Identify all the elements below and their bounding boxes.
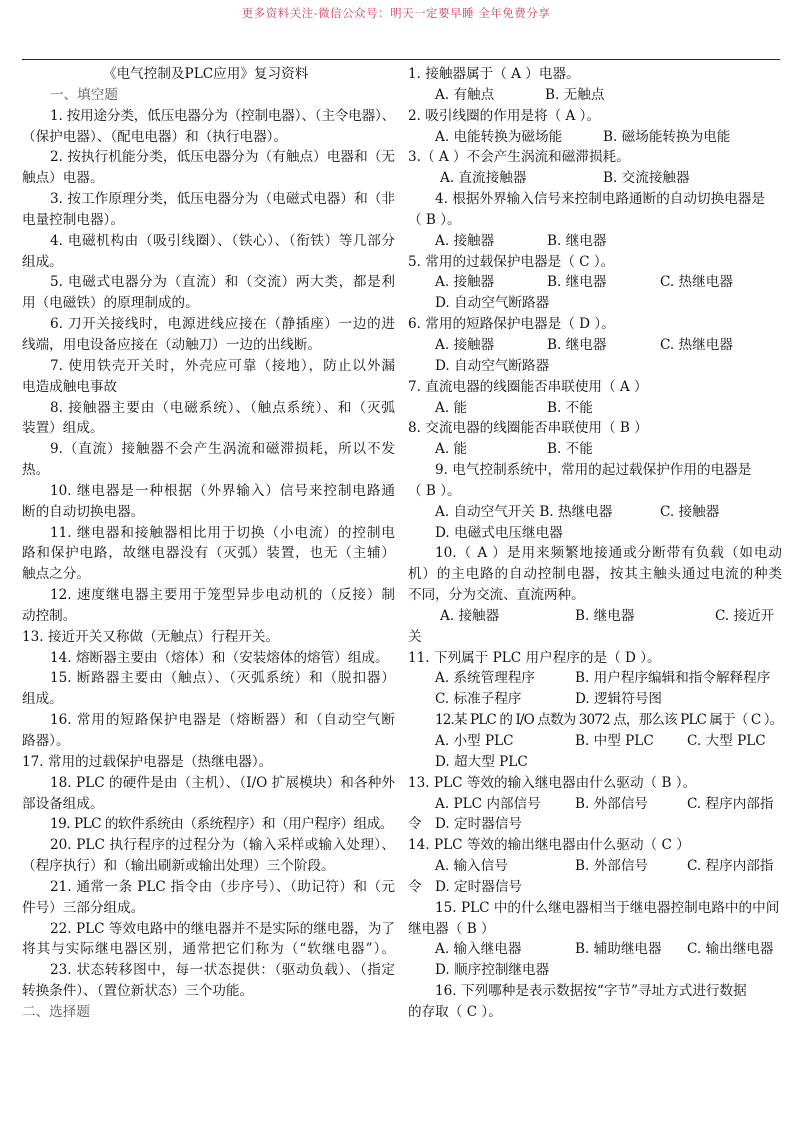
text-line: 12. 速度继电器主要用于笼型异步电动机的（反接）制 [50,587,395,604]
option-b: B. 外部信号 [575,795,649,812]
text-line: 电量控制电器）。 [22,211,124,228]
option-b: D. 定时器信号 [435,816,523,833]
option-a: A. 接触器 [435,274,495,291]
option-row [408,752,782,773]
option-row [408,293,782,314]
text-line: 用（电磁铁）的原理制成的。 [22,295,199,312]
text-line: 转换条件）、（置位新状态）三个功能。 [22,983,254,1000]
option-row [408,272,782,293]
text-line: 装置）组成。 [22,420,104,437]
text-line: 组成。 [22,691,63,708]
text-line: 10. 继电器是一种根据（外界输入）信号来控制电路通 [50,482,395,499]
option-c: C. 程序内部指 [687,858,774,875]
text-line: 7. 使用铁壳开关时，外壳应可靠（接地），防止以外漏 [50,357,395,374]
text-line: 9.（直流）接触器不会产生涡流和磁滞损耗，所以不发 [50,441,395,458]
option-a: 令 [408,878,422,895]
option-b: D. 定时器信号 [435,878,523,895]
option-row [408,794,782,815]
option-a: A. 能 [435,441,468,458]
text-line: 11. 继电器和接触器相比用于切换（小电流）的控制电 [50,524,395,541]
header-rule [22,59,780,60]
option-a: A. PLC 内部信号 [435,795,541,812]
option-row [408,127,782,148]
option-a: A. 接触器 [435,336,495,353]
option-a: A. 接触器 [440,607,500,624]
option-a: D. 超大型 PLC [435,753,528,770]
text-line: 23. 状态转移图中，每一状态提供：（驱动负载）、（指定 [50,962,395,979]
option-row [408,502,782,523]
text-line: 部设备组成。 [22,795,104,812]
text-line: （保护电器）、（配电电器）和（执行电器）。 [22,128,288,145]
question-line: 6. 常用的短路保护电器是（ D ）。 [408,316,615,333]
question-line: 9. 电气控制系统中，常用的起过载保护作用的电器是 [435,462,752,479]
option-a: A. 小型 PLC [435,733,514,749]
text-line: 6. 刀开关接线时，电源进线应接在（静插座）一边的进 [50,316,395,333]
option-b: B. 中型 PLC [575,733,654,749]
text-line: 触点）电器。 [22,170,104,187]
option-a: D. 电磁式电压继电器 [435,524,563,541]
text-line: 20. PLC 执行程序的过程分为（输入采样或输入处理）、 [50,837,395,854]
option-b: B. 用户程序编辑和指令解释程序 [575,670,771,687]
option-row [408,731,782,752]
text-line: 22. PLC 等效电路中的继电器并不是实际的继电器，为了 [50,920,395,937]
text-line: 4. 电磁机构由（吸引线圈）、（铁心）、（衔铁）等几部分 [50,232,395,249]
option-a: A. 自动空气开关 B. 热继电器 [435,503,613,520]
text-line: 路器）。 [22,733,70,749]
option-b: B. 不能 [547,399,593,416]
question-line: 8. 交流电器的线圈能否串联使用（ B ） [408,420,648,437]
fill-in-blank-column [22,64,395,1023]
option-row [408,814,782,835]
option-row [408,606,782,627]
option-row [408,877,782,898]
option-row [408,231,782,252]
option-b: B. 继电器 [547,232,607,249]
text-line: 路和保护电路，故继电器没有（灭弧）装置，也无（主辅） [22,545,395,562]
option-row [408,856,782,877]
promo-banner: 更多资料关注-微信公众号：明天一定要早睡 全年免费分享 [241,6,551,20]
option-a: C. 标准子程序 [435,691,522,708]
question-line: 3.（ A ）不会产生涡流和磁滞损耗。 [408,149,630,166]
text-line: 触点之分。 [22,566,90,583]
text-line: 13. 接近开关又称做（无触点）行程开关。 [22,628,280,645]
text-line: 19. PLC 的软件系统由（系统程序）和（用户程序）组成。 [50,816,393,833]
text-line: 15. 断路器主要由（触点）、（灭弧系统）和（脱扣器） [50,670,395,687]
question-line: 5. 常用的过载保护电器是（ C ）。 [408,253,615,270]
question-line: 不同，分为交流、直流两种。 [408,587,585,604]
question-line: 16. 下列哪种是表示数据按“字节”寻址方式进行数据 [435,983,747,1000]
option-row [408,356,782,377]
option-a: A. 电能转换为磁场能 [435,128,563,145]
option-b: C. 接触器 [660,503,720,520]
option-c: C. 输出继电器 [687,941,774,958]
option-c: C. 热继电器 [660,336,733,353]
option-row [408,523,782,544]
option-b: B. 继电器 [547,336,607,353]
text-line: （程序执行）和（输出刷新或输出处理）三个阶段。 [22,858,335,875]
option-c: C. 接近开 [715,607,775,624]
option-c: C. 热继电器 [660,274,733,291]
section-heading: 一、填空题 [50,86,118,103]
question-line: 13. PLC 等效的输入继电器由什么驱动（ B ）。 [408,774,697,791]
question-line: 关 [408,628,422,645]
option-b: B. 无触点 [545,86,605,103]
question-line: 机）的主电路的自动控制电器，按其主触头通过电流的种类 [408,566,782,583]
option-a: A. 接触器 [435,232,495,249]
option-b: B. 磁场能转换为电能 [603,128,731,145]
text-line: 断的自动切换电器。 [22,503,145,520]
option-b: B. 继电器 [547,274,607,291]
document-title: 《电气控制及PLC应用》复习资料 [103,66,309,82]
text-line: 16. 常用的短路保护电器是（熔断器）和（自动空气断 [50,712,395,729]
option-a: A. 能 [435,399,468,416]
text-line: 5. 电磁式电器分为（直流）和（交流）两大类，都是利 [50,274,395,291]
question-line: （ B ）。 [408,211,461,228]
question-line: 7. 直流电器的线圈能否串联使用（ A ） [408,378,648,395]
text-line: 21. 通常一条 PLC 指令由（步序号）、（助记符）和（元 [50,878,395,895]
option-b: B. 辅助继电器 [575,941,662,958]
question-line: 11. 下列属于 PLC 用户程序的是（ D ）。 [408,649,661,666]
option-a: 令 [408,816,422,833]
text-line: 17. 常用的过载保护电器是（热继电器）。 [22,753,273,770]
option-row [408,939,782,960]
option-c: C. 大型 PLC [687,733,766,749]
question-line: 1. 接触器属于（ A ）电器。 [408,66,580,82]
option-row [408,398,782,419]
option-b: B. 不能 [547,441,593,458]
text-line: 2. 按执行机能分类，低压电器分为（有触点）电器和（无 [50,149,395,166]
text-line: 件号）三部分组成。 [22,899,145,916]
text-line: 8. 接触器主要由（电磁系统）、（触点系统）、和（灭弧 [50,399,395,416]
text-line: 14. 熔断器主要由（熔体）和（安装熔体的熔管）组成。 [50,649,389,666]
text-line: 热。 [22,462,50,479]
option-row [408,668,782,689]
option-a: A. 有触点 [435,86,495,103]
question-line: 15. PLC 中的什么继电器相当于继电器控制电路中的中间 [435,899,780,916]
question-line: 2. 吸引线圈的作用是将（ A ）。 [408,107,601,124]
option-row [408,689,782,710]
question-line: 4. 根据外界输入信号来控制电路通断的自动切换电器是 [435,191,765,208]
option-a: A. 输入信号 [435,858,508,875]
text-line: 3. 按工作原理分类，低压电器分为（电磁式电器）和（非 [50,191,395,208]
option-a: A. 输入继电器 [435,941,522,958]
option-b: B. 继电器 [575,607,635,624]
option-a: A. 系统管理程序 [435,670,536,687]
option-c: C. 程序内部指 [687,795,774,812]
option-b: B. 外部信号 [575,858,649,875]
option-b: B. 交流接触器 [603,170,690,187]
text-line: 电造成触电事故 [22,378,118,395]
question-line: 继电器（ B ） [408,920,495,937]
question-line: （ B ）。 [408,482,461,499]
section-heading: 二、选择题 [22,1003,90,1020]
option-row [408,335,782,356]
text-line: 动控制。 [22,607,77,624]
text-line: 将其与实际继电器区别，通常把它们称为（“软继电器”）。 [22,941,395,958]
question-line: 14. PLC 等效的输出继电器由什么驱动（ C ） [408,837,690,854]
question-line: 10.（ A ）是用来频繁地接通或分断带有负载（如电动 [435,545,782,562]
text-line: 组成。 [22,253,63,270]
text-line: 18. PLC 的硬件是由（主机）、（I/O 扩展模块）和各种外 [50,774,395,791]
question-line: 12.某 PLC 的 I/O 点数为 3072 点，那么该 PLC 属于（ C ）。 [435,712,783,729]
option-a: A. 直流接触器 [440,170,527,187]
option-row [408,168,782,189]
question-line: 的存取（ C ）。 [408,1003,502,1020]
option-row [408,439,782,460]
option-row [408,85,782,106]
text-line: 线端，用电设备应接在（动触刀）一边的出线断。 [22,336,322,353]
option-b: D. 逻辑符号图 [575,691,663,708]
option-a: D. 自动空气断路器 [435,357,550,374]
option-a: D. 顺序控制继电器 [435,962,550,979]
multiple-choice-column [408,64,782,1023]
option-a: D. 自动空气断路器 [435,295,550,312]
text-line: 1. 按用途分类，低压电器分为（控制电器）、（主令电器）、 [50,107,395,124]
option-row [408,960,782,981]
